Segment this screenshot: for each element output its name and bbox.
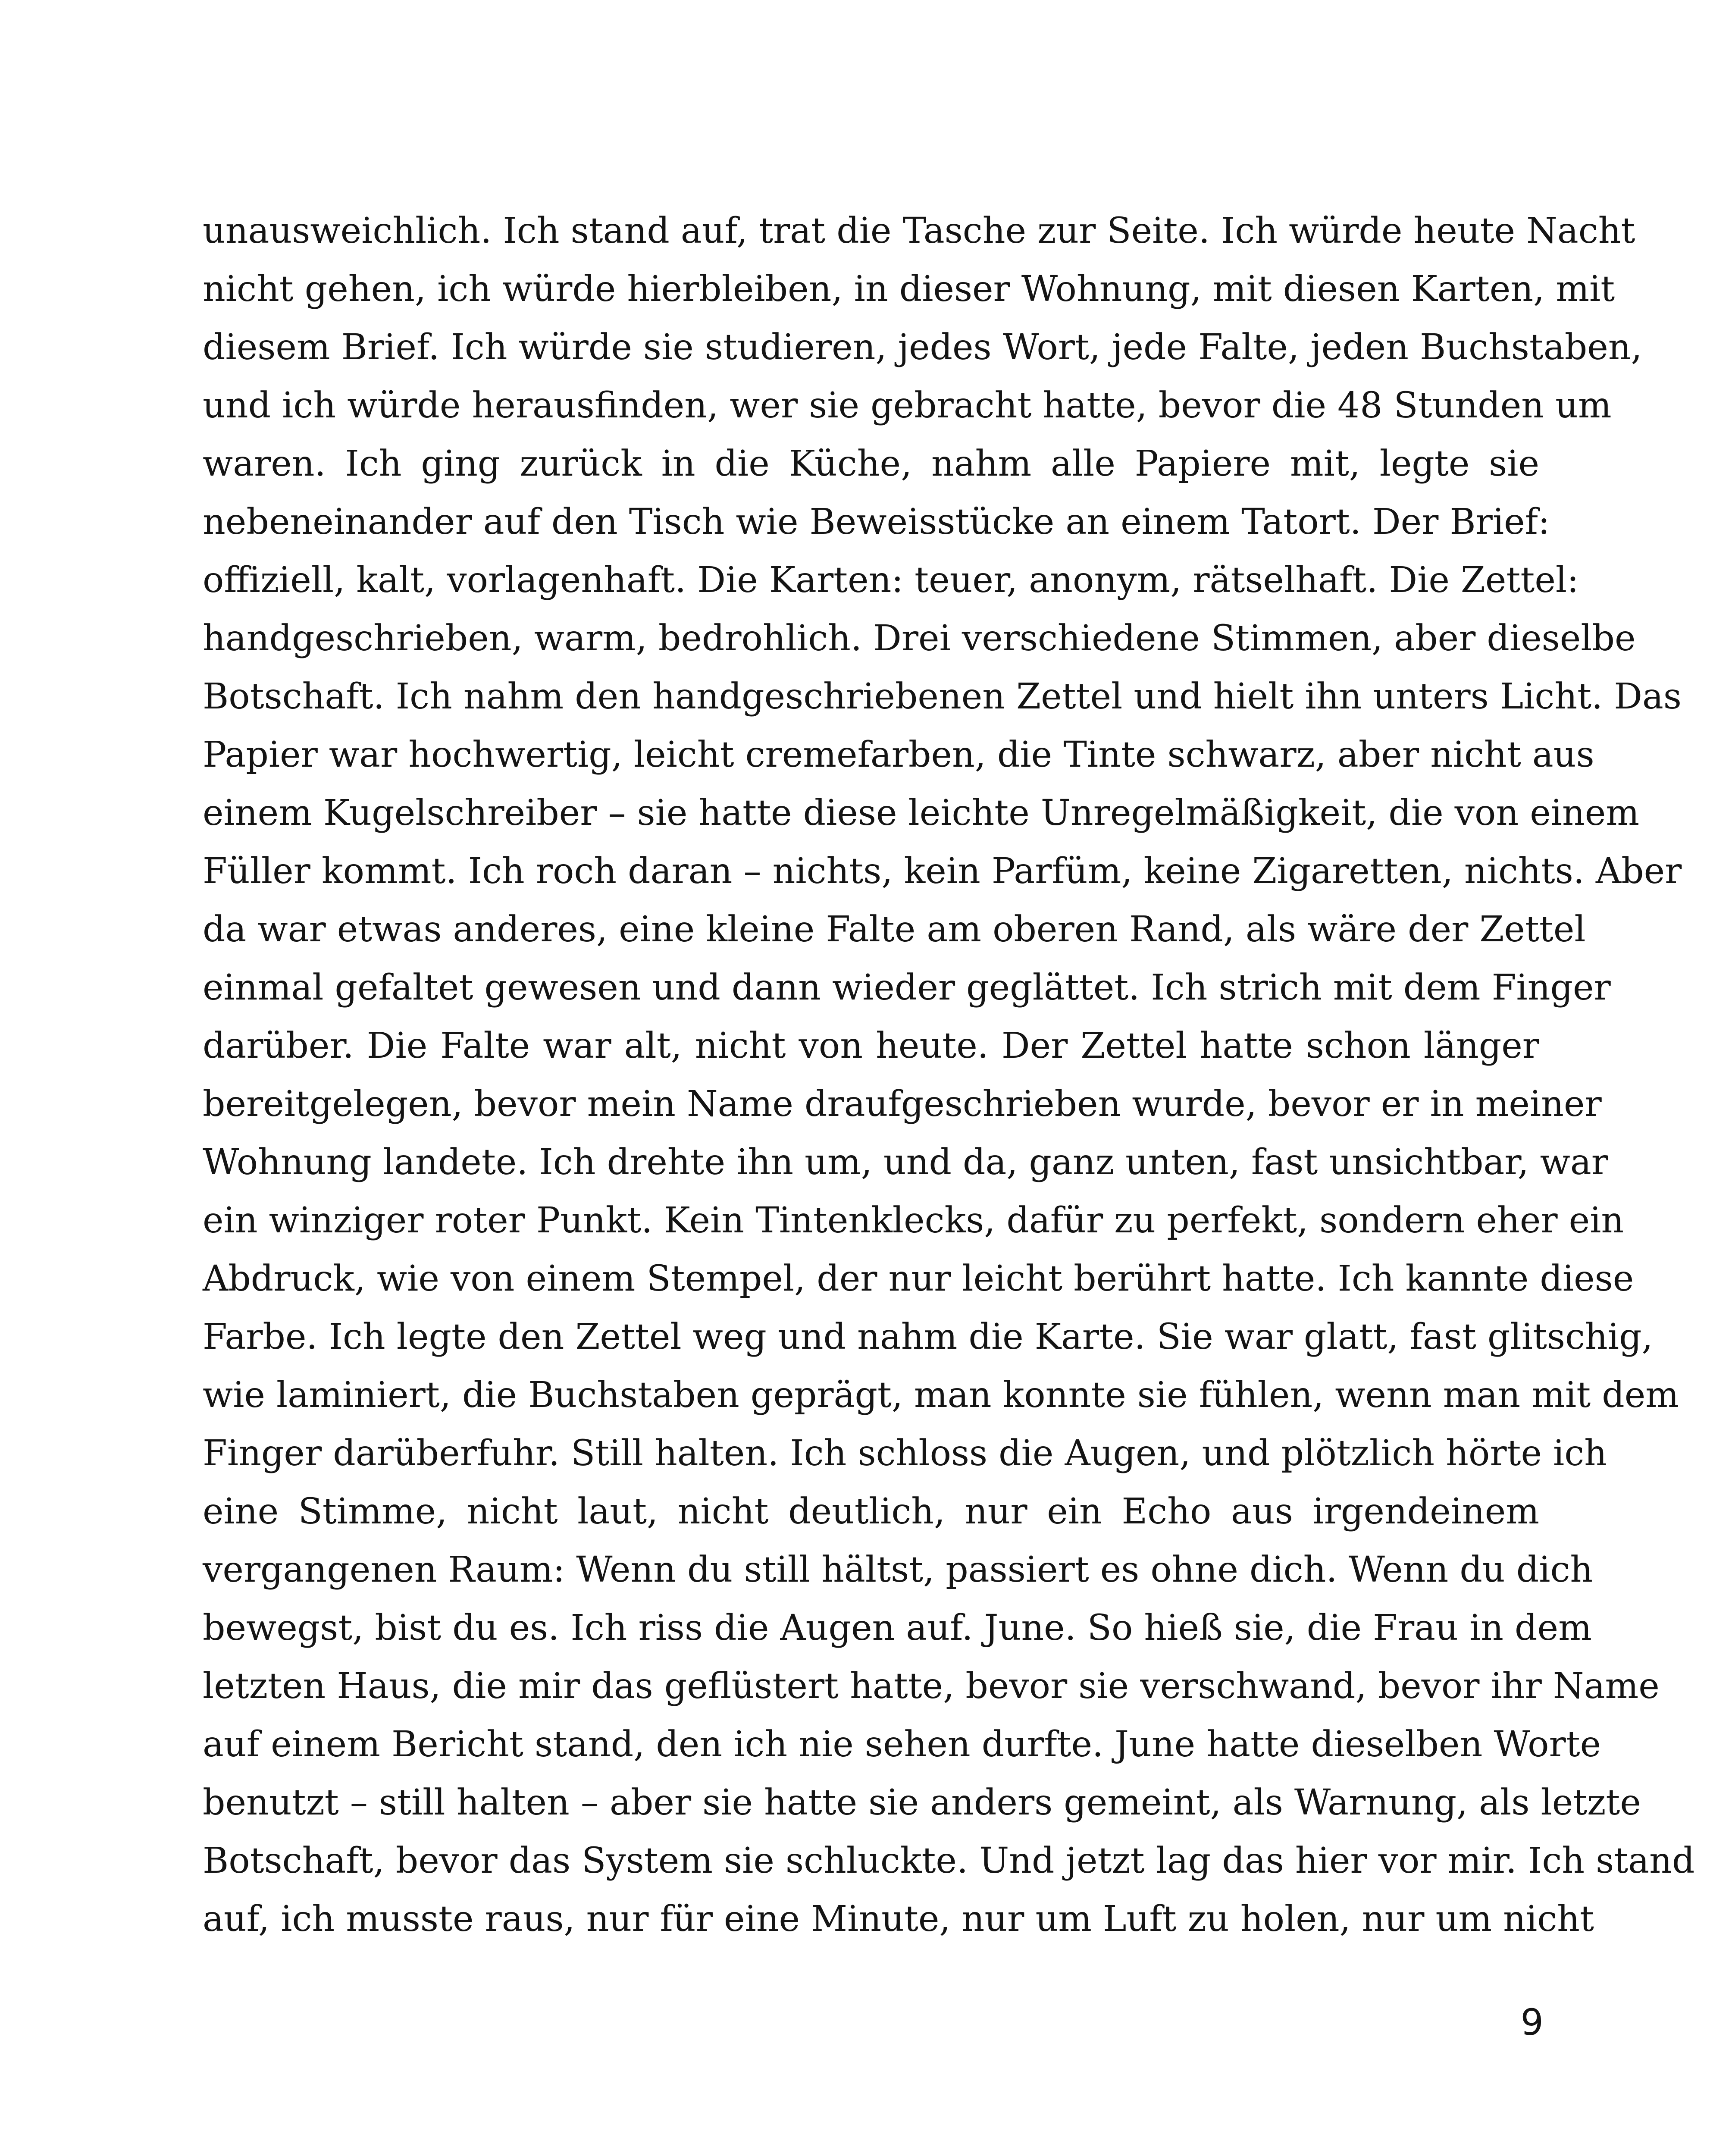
text-line: Farbe. Ich legte den Zettel weg und nahm die Karte. Sie war glatt, fast glitschig,: [203, 1316, 1653, 1357]
text-line: auf einem Bericht stand, den ich nie sehen durfte. June hatte dieselben Worte: [203, 1724, 1601, 1765]
text-line: waren. Ich ging zurück in die Küche, nahm alle Papiere mit, legte sie: [203, 443, 1539, 484]
text-line: unausweichlich. Ich stand auf, trat die Tasche zur Seite. Ich würde heute Nacht: [203, 210, 1635, 251]
text-line: ein winziger roter Punkt. Kein Tintenklecks, dafür zu perfekt, sondern eher ein: [203, 1200, 1624, 1241]
text-line: darüber. Die Falte war alt, nicht von heute. Der Zettel hatte schon länger: [203, 1025, 1539, 1066]
text-line: Finger darüberfuhr. Still halten. Ich schloss die Augen, und plötzlich hörte ich: [203, 1433, 1607, 1474]
text-line: handgeschrieben, warm, bedrohlich. Drei verschiedene Stimmen, aber dieselbe: [203, 618, 1636, 659]
text-line: bereitgelegen, bevor mein Name draufgeschrieben wurde, bevor er in meiner: [203, 1084, 1602, 1125]
page-number: 9: [1520, 2001, 1544, 2043]
text-line: Wohnung landete. Ich drehte ihn um, und da, ganz unten, fast unsichtbar, war: [203, 1142, 1608, 1183]
text-line: nicht gehen, ich würde hierbleiben, in dieser Wohnung, mit diesen Karten, mit: [203, 269, 1615, 310]
text-line: wie laminiert, die Buchstaben geprägt, man konnte sie fühlen, wenn man mit dem: [203, 1375, 1679, 1416]
body-text: [203, 202, 1695, 1948]
text-line: Botschaft, bevor das System sie schluckte. Und jetzt lag das hier vor mir. Ich stand: [203, 1840, 1695, 1881]
text-line: benutzt – still halten – aber sie hatte sie anders gemeint, als Warnung, als letzte: [203, 1782, 1641, 1823]
text-line: Botschaft. Ich nahm den handgeschriebenen Zettel und hielt ihn unters Licht. Das: [203, 676, 1682, 717]
text-line: Abdruck, wie von einem Stempel, der nur leicht berührt hatte. Ich kannte diese: [203, 1258, 1634, 1299]
text-line: letzten Haus, die mir das geflüstert hatte, bevor sie verschwand, bevor ihr Name: [203, 1666, 1660, 1707]
text-line: und ich würde herausfinden, wer sie gebracht hatte, bevor die 48 Stunden um: [203, 385, 1612, 426]
text-line: einmal gefaltet gewesen und dann wieder geglättet. Ich strich mit dem Finger: [203, 967, 1611, 1008]
text-line: einem Kugelschreiber – sie hatte diese leichte Unregelmäßigkeit, die von einem: [203, 793, 1640, 834]
text-line: offiziell, kalt, vorlagenhaft. Die Karten: teuer, anonym, rätselhaft. Die Zettel:: [203, 560, 1579, 601]
text-line: eine Stimme, nicht laut, nicht deutlich, nur ein Echo aus irgendeinem: [203, 1491, 1539, 1532]
text-line: auf, ich musste raus, nur für eine Minute, nur um Luft zu holen, nur um nicht: [203, 1899, 1594, 1940]
text-line: Papier war hochwertig, leicht cremefarben, die Tinte schwarz, aber nicht aus: [203, 734, 1594, 775]
text-line: da war etwas anderes, eine kleine Falte am oberen Rand, als wäre der Zettel: [203, 909, 1586, 950]
text-line: nebeneinander auf den Tisch wie Beweisstücke an einem Tatort. Der Brief:: [203, 501, 1550, 542]
text-line: bewegst, bist du es. Ich riss die Augen auf. June. So hieß sie, die Frau in dem: [203, 1608, 1592, 1648]
text-line: diesem Brief. Ich würde sie studieren, jedes Wort, jede Falte, jeden Buchstaben,: [203, 327, 1642, 368]
text-line: vergangenen Raum: Wenn du still hältst, passiert es ohne dich. Wenn du dich: [203, 1549, 1593, 1590]
text-line: Füller kommt. Ich roch daran – nichts, kein Parfüm, keine Zigaretten, nichts. Aber: [203, 851, 1682, 892]
